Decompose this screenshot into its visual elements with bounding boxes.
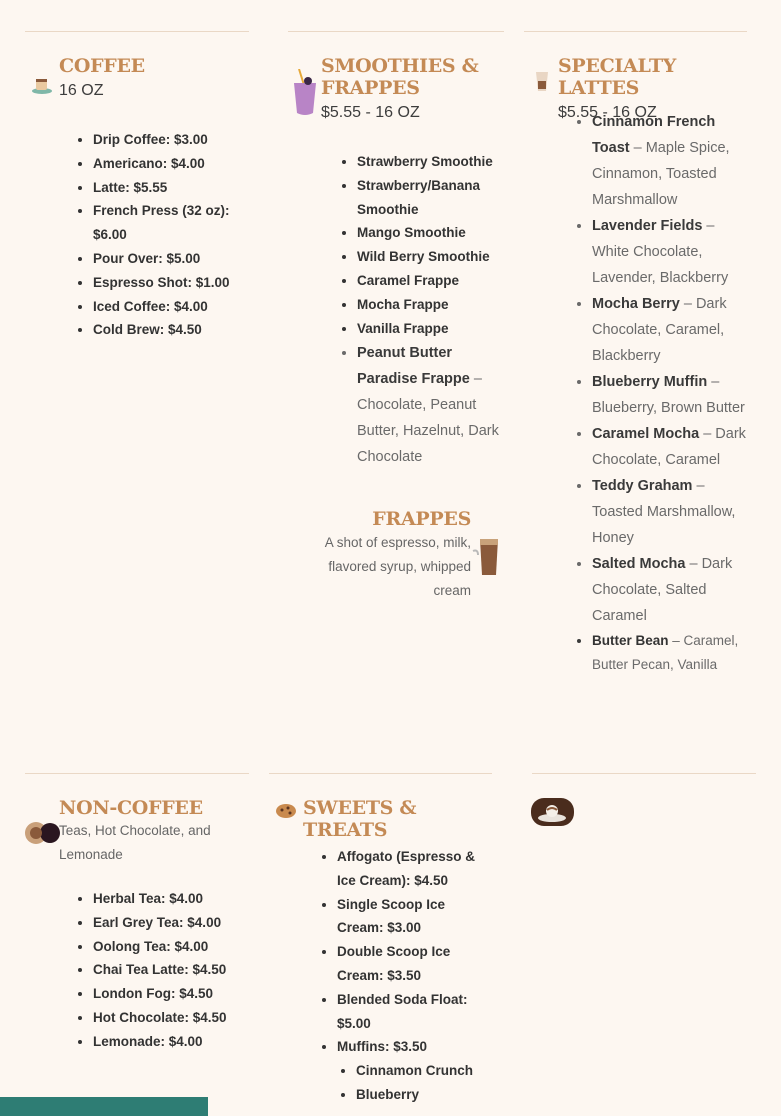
item-description: – Maple Spice, Cinnamon, Toasted Marshmallow (592, 140, 730, 208)
coffee-cup-icon (30, 72, 54, 96)
smoothies-menu-list (340, 150, 500, 470)
list-item: • Mango Smoothie (357, 221, 500, 245)
list-item: • Cold Brew: $4.50 (93, 318, 246, 342)
section-subtitle: Teas, Hot Chocolate, and Lemonade (59, 823, 211, 862)
list-item (592, 551, 747, 629)
list-item (357, 340, 500, 470)
list-item: • Cinnamon Crunch (356, 1059, 492, 1083)
item-name: Teddy Graham (592, 478, 693, 494)
noncoffee-menu-list (76, 887, 246, 1054)
list-item: • Blueberry (356, 1083, 492, 1107)
item-label: Muffins: $3.50 (337, 1039, 428, 1055)
iced-coffee-icon (470, 535, 504, 577)
hot-chocolate-icon (24, 820, 60, 846)
item-name: Lavender Fields (592, 218, 703, 234)
smoothie-icon (291, 69, 319, 117)
section-title: FRAPPES (372, 508, 471, 530)
item-name: Mocha Berry (592, 296, 680, 312)
list-item: • Earl Grey Tea: $4.00 (93, 911, 246, 935)
section-subtitle: $5.55 - 16 OZ (321, 104, 420, 121)
divider (532, 773, 756, 774)
list-item (592, 291, 747, 369)
list-item (337, 1035, 492, 1106)
list-item: • Lemonade: $4.00 (93, 1030, 246, 1054)
item-description: – Toasted Marshmallow, Honey (592, 478, 736, 546)
list-item: • Mocha Frappe (357, 293, 500, 317)
latte-glass-icon (533, 69, 551, 93)
list-item: • Blended Soda Float: $5.00 (337, 988, 492, 1036)
item-name: Salted Mocha (592, 556, 686, 572)
list-item: • Caramel Frappe (357, 269, 500, 293)
list-item: • Drip Coffee: $3.00 (93, 128, 246, 152)
list-item: • Oolong Tea: $4.00 (93, 935, 246, 959)
section-description: A shot of espresso, milk, flavored syrup, whipped cream (324, 535, 471, 598)
section-subtitle: $5.55 - 16 OZ (558, 104, 657, 121)
list-item: • Latte: $5.55 (93, 176, 246, 200)
coffee-menu-list (76, 128, 246, 342)
section-title: SPECIALTY LATTES (558, 55, 677, 99)
list-item: • London Fog: $4.50 (93, 982, 246, 1006)
cookie-icon (275, 801, 297, 819)
list-item: • Herbal Tea: $4.00 (93, 887, 246, 911)
item-description: – Dark Chocolate, Salted Caramel (592, 556, 733, 624)
list-item (592, 109, 747, 213)
list-item (592, 629, 747, 677)
list-item: • Vanilla Frappe (357, 317, 500, 341)
item-description: – Caramel, Butter Pecan, Vanilla (592, 633, 739, 672)
list-item (592, 213, 747, 291)
noncoffee-section (59, 797, 249, 867)
list-item: • Strawberry/Banana Smoothie (357, 174, 500, 222)
lattes-menu-list (575, 109, 747, 677)
list-item: • Pour Over: $5.00 (93, 247, 246, 271)
list-item: • Chai Tea Latte: $4.50 (93, 958, 246, 982)
frappes-section (305, 508, 471, 603)
item-name: Blueberry Muffin (592, 374, 708, 390)
sweets-menu-list (320, 845, 492, 1107)
item-name: Butter Bean (592, 633, 669, 648)
list-item (592, 369, 747, 421)
smoothies-section (321, 55, 501, 122)
divider (25, 773, 249, 774)
list-item: • Single Scoop Ice Cream: $3.00 (337, 893, 492, 941)
list-item: • Iced Coffee: $4.00 (93, 295, 246, 319)
item-name: Caramel Mocha (592, 426, 700, 442)
footer-bar (0, 1097, 208, 1116)
list-item: • Affogato (Espresso & Ice Cream): $4.50 (337, 845, 492, 893)
divider (25, 31, 249, 32)
section-subtitle: 16 OZ (59, 82, 104, 99)
section-title: SMOOTHIES & FRAPPES (321, 55, 479, 99)
section-title: SWEETS & TREATS (303, 797, 417, 841)
sweets-section (303, 797, 493, 841)
coffee-section (59, 55, 249, 100)
list-item: • Strawberry Smoothie (357, 150, 500, 174)
item-description: – White Chocolate, Lavender, Blackberry (592, 218, 729, 286)
item-name: Cinnamon French Toast (592, 114, 716, 156)
list-item (592, 421, 747, 473)
item-description: – Blueberry, Brown Butter (592, 374, 745, 416)
list-item: • Hot Chocolate: $4.50 (93, 1006, 246, 1030)
list-item: • Double Scoop Ice Cream: $3.50 (337, 940, 492, 988)
item-description: – Chocolate, Peanut Butter, Hazelnut, Dark Chocolate (357, 371, 499, 466)
item-name: Peanut Butter Paradise Frappe (357, 345, 470, 388)
divider (288, 31, 504, 32)
item-description: – Dark Chocolate, Caramel (592, 426, 746, 468)
list-item: • French Press (32 oz): $6.00 (93, 199, 246, 247)
list-item: • Wild Berry Smoothie (357, 245, 500, 269)
divider (269, 773, 492, 774)
affogato-image (531, 798, 574, 826)
item-description: – Dark Chocolate, Caramel, Blackberry (592, 296, 727, 364)
divider (524, 31, 747, 32)
section-title: NON-COFFEE (59, 797, 203, 819)
list-item: • Americano: $4.00 (93, 152, 246, 176)
list-item (592, 473, 747, 551)
list-item: • Espresso Shot: $1.00 (93, 271, 246, 295)
section-title: COFFEE (59, 55, 145, 77)
